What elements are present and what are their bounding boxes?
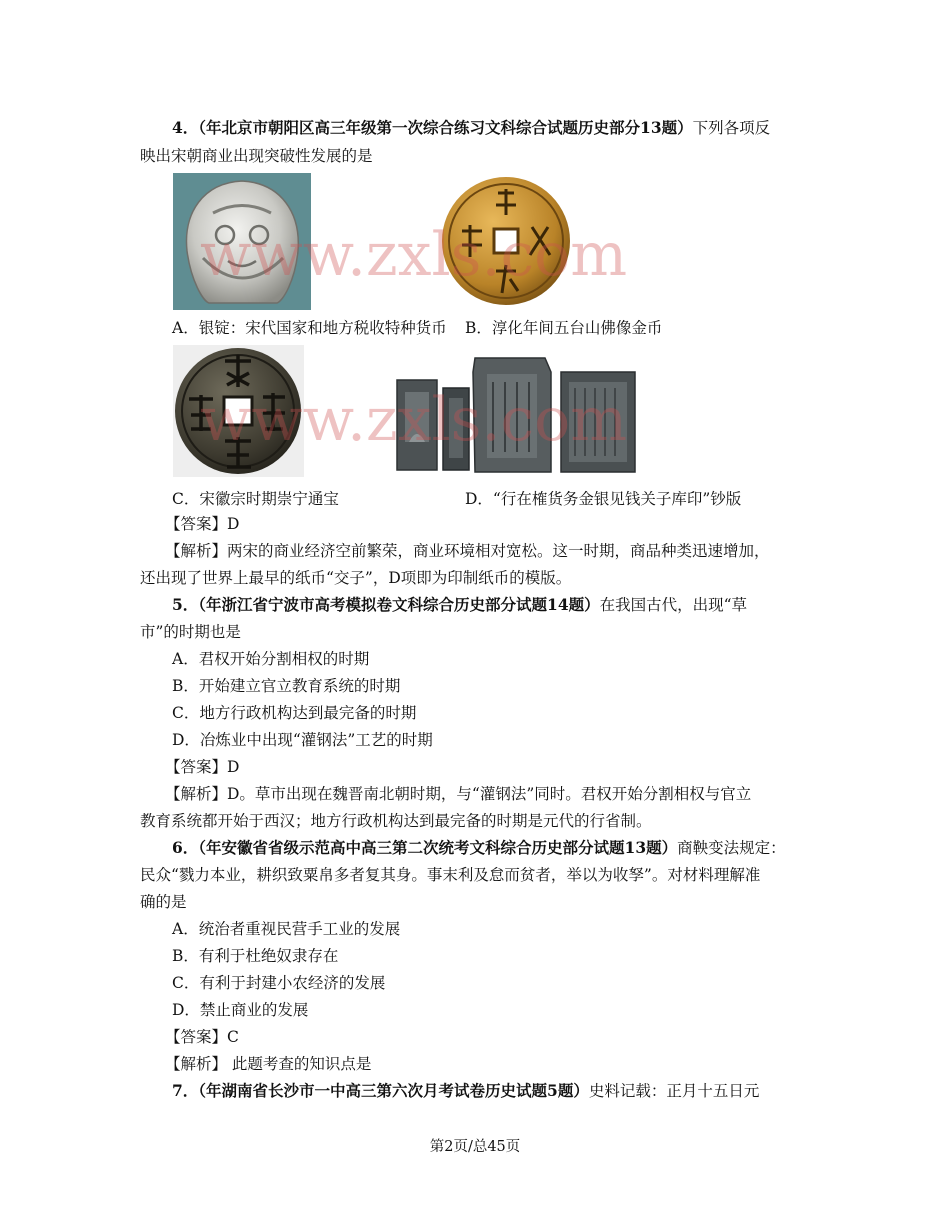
q4-stem-tail: 下列各项反 (692, 119, 771, 137)
q6-stem-tail: 商鞅变法规定： (677, 839, 786, 857)
q6-stem-line3: 确的是 (140, 893, 187, 911)
q4-option-d: D．“行在榷货务金银见钱关子库印”钞版 (465, 490, 742, 508)
q5-stem-tail: 在我国古代，出现“草 (599, 596, 748, 614)
q4-analysis-line1: 【解析】两宋的商业经济空前繁荣，商业环境相对宽松。这一时期，商品种类迅速增加， (165, 542, 770, 560)
q4-option-b: B．淳化年间五台山佛像金币 (465, 319, 663, 337)
q6-head: 6．（年安徽省省级示范高中高三第二次统考文科综合历史部分试题13题） (172, 838, 678, 857)
q5-answer: 【答案】D (165, 758, 240, 776)
q4-stem-line1 (172, 118, 852, 138)
q5-analysis-line2: 教育系统都开始于西汉；地方行政机构达到最完备的时期是元代的行省制。 (140, 812, 652, 830)
watermark-upper: www.zxls.com (200, 220, 628, 290)
q6-stem-line1 (172, 838, 852, 858)
q4-analysis-line2: 还出现了世界上最早的纸币“交子”，D项即为印制纸币的模版。 (140, 569, 572, 587)
q5-option-d: D．冶炼业中出现“灌钢法”工艺的时期 (172, 731, 433, 749)
q5-option-a: A．君权开始分割相权的时期 (172, 650, 370, 668)
page-footer: 第2页/总45页 (429, 1139, 521, 1155)
q7-head: 7．（年湖南省长沙市一中高三第六次月考试卷历史试题5题） (172, 1081, 589, 1100)
q6-option-d: D．禁止商业的发展 (172, 1001, 309, 1019)
q4-stem-line2: 映出宋朝商业出现突破性发展的是 (140, 147, 373, 165)
q4-option-c: C．宋徽宗时期崇宁通宝 (172, 490, 339, 508)
q5-option-b: B．开始建立官立教育系统的时期 (172, 677, 401, 695)
q4-answer: 【答案】D (165, 515, 240, 533)
q6-option-a: A．统治者重视民营手工业的发展 (172, 920, 401, 938)
q5-option-c: C．地方行政机构达到最完备的时期 (172, 704, 417, 722)
q5-stem-line1 (172, 595, 852, 615)
q5-stem-line2: 市”的时期也是 (140, 623, 241, 641)
q6-option-c: C．有利于封建小农经济的发展 (172, 974, 386, 992)
q7-stem-tail: 史料记载：正月十五日元 (588, 1082, 760, 1100)
q5-analysis-line1: 【解析】D。草市出现在魏晋南北朝时期，与“灌钢法”同时。君权开始分割相权与官立 (165, 785, 752, 803)
q6-analysis-line1: 【解析】 此题考查的知识点是 (165, 1055, 372, 1073)
watermark-lower: www.zxls.com (200, 385, 628, 455)
q5-head: 5．（年浙江省宁波市高考模拟卷文科综合历史部分试题14题） (172, 595, 600, 614)
q6-stem-line2: 民众“戮力本业，耕织致粟帛多者复其身。事末利及怠而贫者，举以为收孥”。对材料理解准 (140, 866, 761, 884)
q4-head: 4．（年北京市朝阳区高三年级第一次综合练习文科综合试题历史部分13题） (172, 118, 693, 137)
q4-option-a: A．银锭：宋代国家和地方税收特种货币 (172, 319, 447, 337)
q6-answer: 【答案】C (165, 1028, 239, 1046)
q7-stem-line1 (172, 1081, 852, 1101)
q6-option-b: B．有利于杜绝奴隶存在 (172, 947, 339, 965)
